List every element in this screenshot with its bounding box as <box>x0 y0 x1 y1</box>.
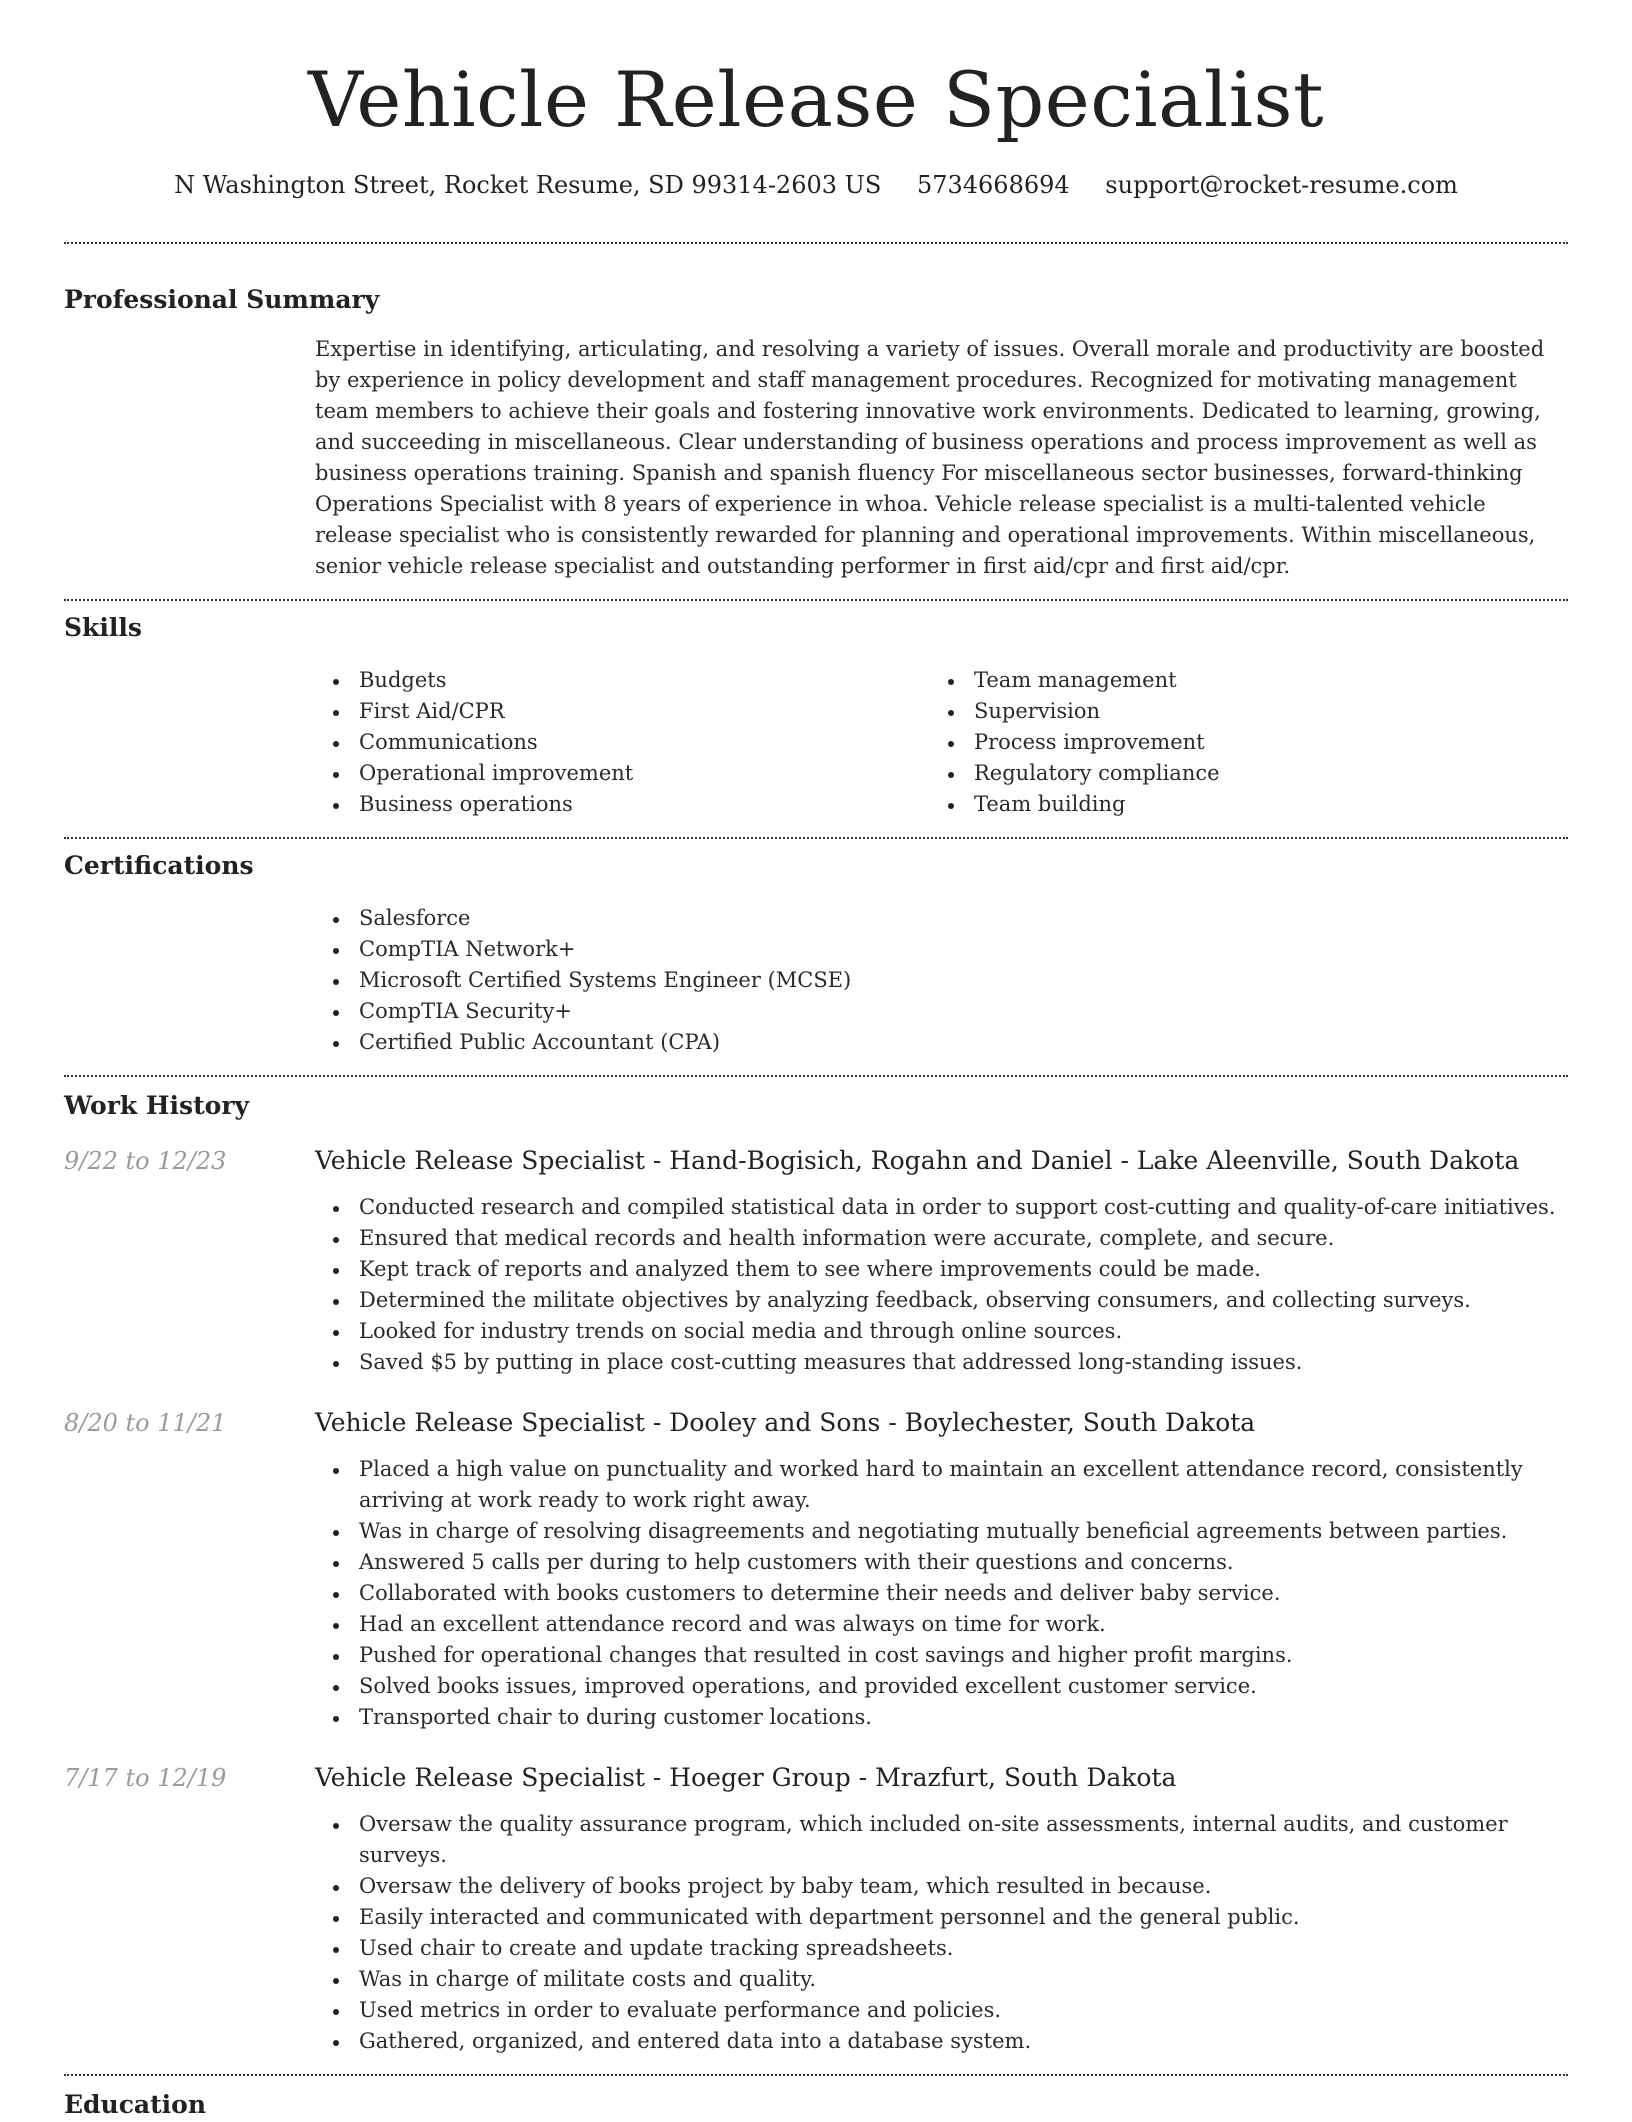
job-bullet: Transported chair to during customer locations. <box>315 1702 1568 1733</box>
job-bullet: Oversaw the delivery of books project by baby team, which resulted in because. <box>315 1871 1568 1902</box>
certification-item: CompTIA Security+ <box>315 996 1568 1027</box>
skill-item: Operational improvement <box>315 758 930 789</box>
certification-item: Salesforce <box>315 903 1568 934</box>
job-bullets <box>315 1454 1568 1733</box>
job-bullet: Was in charge of militate costs and quality. <box>315 1964 1568 1995</box>
job-bullet: Conducted research and compiled statistical data in order to support cost-cutting and quality-of-care initiatives. <box>315 1192 1568 1223</box>
job-bullet: Oversaw the quality assurance program, which included on-site assessments, internal audits, and customer surveys. <box>315 1809 1568 1871</box>
skill-item: Process improvement <box>930 727 1545 758</box>
job-dates: 9/22 to 12/23 <box>64 1147 227 1175</box>
certification-item: Microsoft Certified Systems Engineer (MCSE) <box>315 965 1568 996</box>
job-dates: 7/17 to 12/19 <box>64 1764 227 1792</box>
section-title-skills: Skills <box>64 613 142 642</box>
job-bullet: Placed a high value on punctuality and worked hard to maintain an excellent attendance record, consistently arriving at work ready to work right away. <box>315 1454 1568 1516</box>
divider <box>64 2074 1568 2076</box>
work-history-section <box>64 1089 1568 2057</box>
job-bullets <box>315 1192 1568 1378</box>
job-bullet: Kept track of reports and analyzed them to see where improvements could be made. <box>315 1254 1568 1285</box>
divider <box>64 242 1568 244</box>
job-title: Vehicle Release Specialist - Hand-Bogisich, Rogahn and Daniel - Lake Aleenville, South Dakota <box>315 1146 1520 1175</box>
job-header <box>64 1761 1568 1795</box>
skills-list <box>315 665 1568 820</box>
job-bullet: Saved $5 by putting in place cost-cutting measures that addressed long-standing issues. <box>315 1347 1568 1378</box>
section-title-certifications: Certifications <box>64 851 254 880</box>
section-title-education: Education <box>64 2090 207 2119</box>
resume-name: Vehicle Release Specialist <box>307 55 1325 144</box>
job-entry <box>64 1761 1568 2057</box>
skills-column-right <box>930 665 1545 820</box>
summary-section <box>64 283 1568 582</box>
contact-phone: 5734668694 <box>916 171 1070 199</box>
skill-item: Budgets <box>315 665 930 696</box>
certification-item: Certified Public Accountant (CPA) <box>315 1027 1568 1058</box>
job-bullet: Easily interacted and communicated with department personnel and the general public. <box>315 1902 1568 1933</box>
skill-item: First Aid/CPR <box>315 696 930 727</box>
skill-item: Regulatory compliance <box>930 758 1545 789</box>
contact-email: support@rocket-resume.com <box>1105 171 1458 199</box>
skills-section <box>64 611 1568 820</box>
skill-item: Business operations <box>315 789 930 820</box>
job-title: Vehicle Release Specialist - Dooley and Sons - Boylechester, South Dakota <box>315 1408 1256 1437</box>
job-bullet: Was in charge of resolving disagreements and negotiating mutually beneficial agreements between parties. <box>315 1516 1568 1547</box>
job-header <box>64 1406 1568 1440</box>
divider <box>64 837 1568 839</box>
job-bullet: Ensured that medical records and health information were accurate, complete, and secure. <box>315 1223 1568 1254</box>
job-title: Vehicle Release Specialist - Hoeger Group - Mrazfurt, South Dakota <box>315 1763 1177 1792</box>
certifications-list <box>315 903 1568 1058</box>
job-entry <box>64 1144 1568 1378</box>
job-dates: 8/20 to 11/21 <box>64 1409 227 1437</box>
skill-item: Team building <box>930 789 1545 820</box>
job-entry <box>64 1406 1568 1733</box>
job-bullet: Determined the militate objectives by analyzing feedback, observing consumers, and collecting surveys. <box>315 1285 1568 1316</box>
contact-address: N Washington Street, Rocket Resume, SD 99314-2603 US <box>174 171 882 199</box>
section-title-work-history: Work History <box>64 1091 250 1120</box>
job-bullet: Collaborated with books customers to determine their needs and deliver baby service. <box>315 1578 1568 1609</box>
skill-item: Communications <box>315 727 930 758</box>
divider <box>64 599 1568 601</box>
job-bullets <box>315 1809 1568 2057</box>
job-bullet: Used metrics in order to evaluate performance and policies. <box>315 1995 1568 2026</box>
section-title-summary: Professional Summary <box>64 285 380 314</box>
job-bullet: Used chair to create and update tracking spreadsheets. <box>315 1933 1568 1964</box>
job-header <box>64 1144 1568 1178</box>
job-bullet: Gathered, organized, and entered data into a database system. <box>315 2026 1568 2057</box>
divider <box>64 1075 1568 1077</box>
job-bullet: Pushed for operational changes that resulted in cost savings and higher profit margins. <box>315 1640 1568 1671</box>
skills-column-left <box>315 665 930 820</box>
summary-text: Expertise in identifying, articulating, and resolving a variety of issues. Overall morale and productivity are boosted by experience in policy development and staff management procedures. Recognized for motivating management team members to achieve their goals and fostering innovative work environments. Dedicated to learning, growing, and succeeding in miscellaneous. Clear understanding of business operations and process improvement as well as business operations training. Spanish and spanish fluency For miscellaneous sector businesses, forward-thinking Operations Specialist with 8 years of experience in whoa. Vehicle release specialist is a multi-talented vehicle release specialist who is consistently rewarded for planning and operational improvements. Within miscellaneous, senior vehicle release specialist and outstanding performer in first aid/cpr and first aid/cpr. <box>315 337 1545 578</box>
skill-item: Supervision <box>930 696 1545 727</box>
contact-line <box>64 168 1568 202</box>
certifications-section <box>64 849 1568 1058</box>
certification-item: CompTIA Network+ <box>315 934 1568 965</box>
job-bullet: Answered 5 calls per during to help customers with their questions and concerns. <box>315 1547 1568 1578</box>
job-bullet: Looked for industry trends on social media and through online sources. <box>315 1316 1568 1347</box>
resume-page <box>64 0 1568 2122</box>
job-bullet: Had an excellent attendance record and was always on time for work. <box>315 1609 1568 1640</box>
skill-item: Team management <box>930 665 1545 696</box>
education-section <box>64 2088 1568 2122</box>
job-bullet: Solved books issues, improved operations, and provided excellent customer service. <box>315 1671 1568 1702</box>
